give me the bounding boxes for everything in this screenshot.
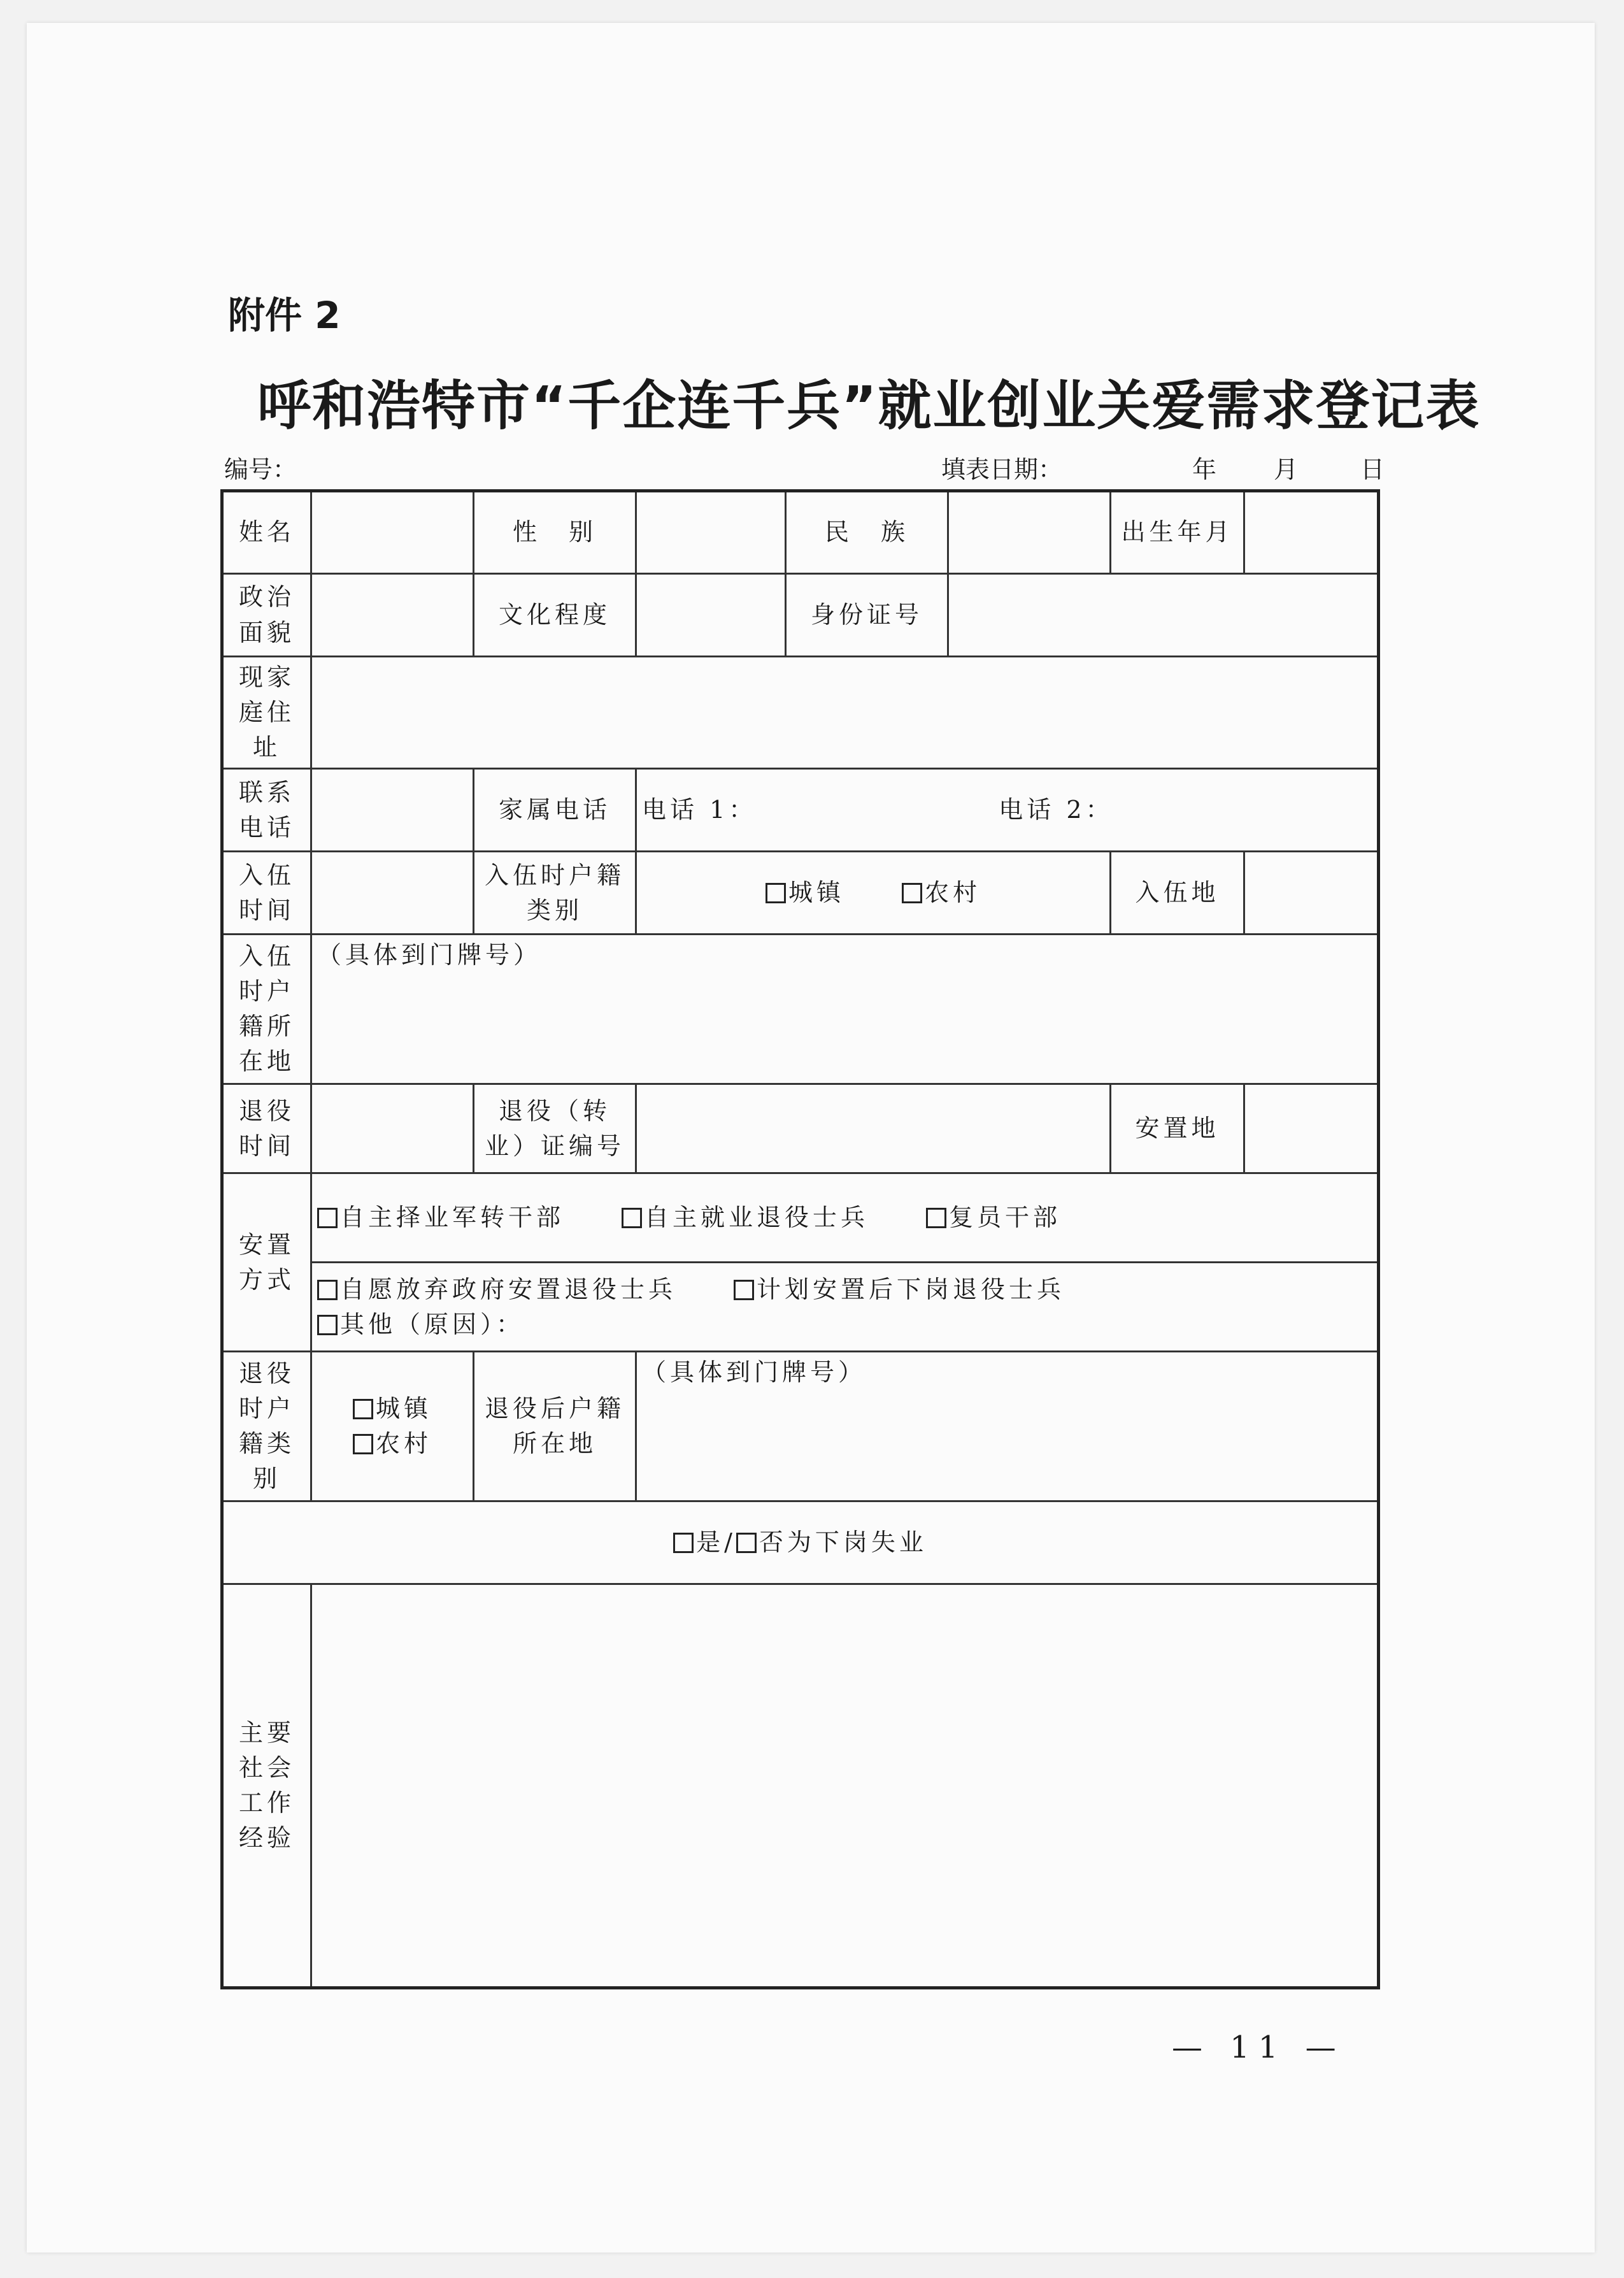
- enlist-time-label: 入伍时间: [222, 852, 311, 935]
- discharge-town-label: 城镇: [375, 1394, 432, 1423]
- enlist-town-checkbox[interactable]: [766, 883, 786, 903]
- after-huji-location-field[interactable]: [636, 1352, 1379, 1501]
- enlist-time-field[interactable]: [311, 852, 474, 935]
- unemployed-no-checkbox[interactable]: [736, 1533, 757, 1553]
- contact-phone-field[interactable]: [311, 769, 474, 852]
- ethnicity-label: 民 族: [786, 491, 948, 574]
- id-number-field[interactable]: [948, 574, 1379, 657]
- discharge-huji-type-field: [311, 1352, 474, 1501]
- enlist-huji-type-label: 入伍时户籍类别: [474, 852, 636, 935]
- after-specific-address-hint: （具体到门牌号）: [642, 1358, 867, 1387]
- work-experience-label: 主要社会工作经验: [222, 1584, 311, 1988]
- form-title: 呼和浩特市“千企连千兵”就业创业关爱需求登记表: [257, 375, 1481, 437]
- placement-opt3-checkbox[interactable]: [926, 1208, 946, 1228]
- placement-opt1-checkbox[interactable]: [317, 1208, 338, 1228]
- placement-opt2-label: 自主就业退役士兵: [645, 1203, 869, 1232]
- current-address-label: 现家庭住 址: [222, 657, 311, 769]
- education-label: 文化程度: [474, 574, 636, 657]
- registration-form-table: [220, 489, 1380, 1989]
- education-field[interactable]: [636, 574, 786, 657]
- enlist-rural-checkbox[interactable]: [902, 883, 922, 903]
- placement-opt1-label: 自主择业军转干部: [340, 1203, 565, 1232]
- discharge-town-checkbox[interactable]: [353, 1399, 373, 1419]
- enlist-town-label: 城镇: [788, 878, 844, 907]
- placement-opt4-label: 自愿放弃政府安置退役士兵: [340, 1275, 677, 1303]
- gender-label: 性 别: [474, 491, 636, 574]
- day-label: 日: [1360, 455, 1385, 484]
- placement-opt3-label: 复员干部: [949, 1203, 1062, 1232]
- fill-date-label: 填表日期：: [941, 455, 1063, 484]
- discharge-rural-checkbox[interactable]: [353, 1434, 373, 1454]
- enlist-huji-location-label: 入伍时户籍所在地: [222, 935, 311, 1084]
- page-number: — 11 —: [1172, 2030, 1345, 2065]
- contact-phone-label: 联系电话: [222, 769, 311, 852]
- serial-number-label: 编号：: [224, 455, 297, 484]
- unemployed-row: [222, 1501, 1379, 1584]
- discharge-cert-label: 退役（转业）证编号: [474, 1084, 636, 1173]
- enlist-place-field[interactable]: [1244, 852, 1379, 935]
- discharge-huji-type-label: 退役时户籍类别: [222, 1352, 311, 1501]
- specific-address-hint: （具体到门牌号）: [317, 941, 542, 970]
- ethnicity-field[interactable]: [948, 491, 1111, 574]
- family-phone-field[interactable]: [636, 769, 1379, 852]
- political-status-field[interactable]: [311, 574, 474, 657]
- placement-opt6-label: 其他（原因）：: [340, 1310, 525, 1338]
- name-field[interactable]: [311, 491, 474, 574]
- current-address-field[interactable]: [311, 657, 1379, 769]
- discharge-time-field[interactable]: [311, 1084, 474, 1173]
- phone1-label: 电话 1：: [642, 796, 757, 824]
- enlist-huji-type-field: [636, 852, 1111, 935]
- unemployed-yes-checkbox[interactable]: [673, 1533, 694, 1553]
- placement-options-row1: [311, 1173, 1379, 1263]
- unemployed-yes-label: 是/: [696, 1528, 736, 1557]
- work-experience-field[interactable]: [311, 1584, 1379, 1988]
- placement-opt2-checkbox[interactable]: [622, 1208, 642, 1228]
- birth-label: 出生年月: [1111, 491, 1244, 574]
- placement-place-field[interactable]: [1244, 1084, 1379, 1173]
- attachment-label: 附件 2: [228, 294, 341, 337]
- year-label: 年: [1192, 455, 1217, 484]
- placement-opt5-label: 计划安置后下岗退役士兵: [757, 1275, 1065, 1303]
- phone2-label: 电话 2：: [999, 796, 1114, 824]
- unemployed-no-label: 否为下岗失业: [759, 1528, 927, 1557]
- id-number-label: 身份证号: [786, 574, 948, 657]
- placement-opt5-checkbox[interactable]: [734, 1280, 754, 1300]
- name-label: 姓名: [222, 491, 311, 574]
- after-huji-location-label: 退役后户籍所在地: [474, 1352, 636, 1501]
- enlist-place-label: 入伍地: [1111, 852, 1244, 935]
- placement-opt6-checkbox[interactable]: [317, 1315, 338, 1335]
- placement-opt4-checkbox[interactable]: [317, 1280, 338, 1300]
- enlist-rural-label: 农村: [925, 878, 981, 907]
- birth-field[interactable]: [1244, 491, 1379, 574]
- discharge-cert-field[interactable]: [636, 1084, 1111, 1173]
- gender-field[interactable]: [636, 491, 786, 574]
- placement-place-label: 安置地: [1111, 1084, 1244, 1173]
- placement-method-label: 安置方式: [222, 1173, 311, 1352]
- political-status-label: 政治面貌: [222, 574, 311, 657]
- discharge-rural-label: 农村: [375, 1429, 432, 1458]
- month-label: 月: [1274, 455, 1299, 484]
- family-phone-label: 家属电话: [474, 769, 636, 852]
- discharge-time-label: 退役时间: [222, 1084, 311, 1173]
- placement-options-row2: [311, 1263, 1379, 1352]
- enlist-huji-location-field[interactable]: [311, 935, 1379, 1084]
